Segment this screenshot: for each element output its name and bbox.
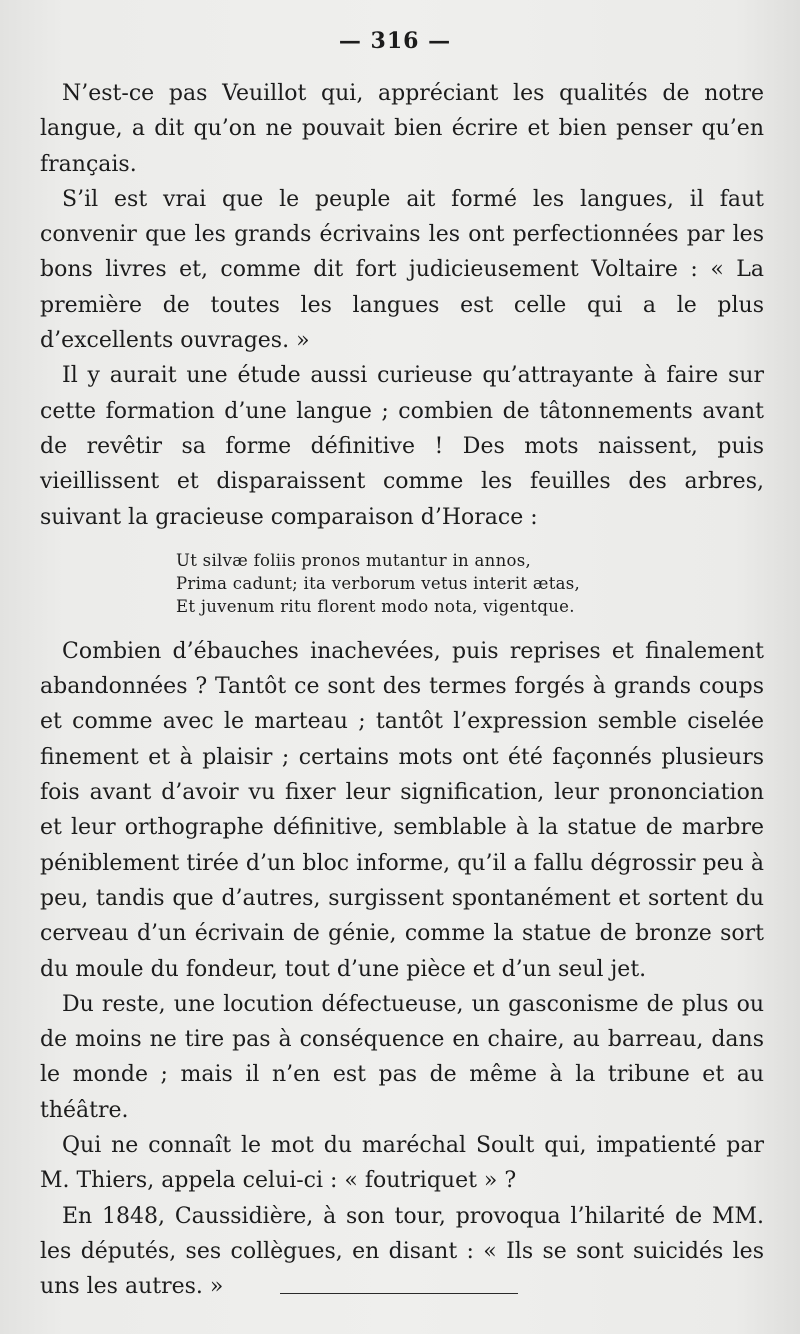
paragraph-veuillot: N’est-ce pas Veuillot qui, appréciant les qualités de notre langue, a dit qu’on ne pouvait bien écrire et bien penser qu’en français.	[40, 81, 764, 177]
verse-line: Ut silvæ foliis pronos mutantur in annos,	[176, 550, 532, 570]
body-text	[40, 76, 764, 1305]
paragraph-gasconisme: Du reste, une locution défectueuse, un gasconisme de plus ou de moins ne tire pas à conséquence en chaire, au barreau, dans le monde ; mais il n’en est pas de même à la tribune et au théâtre.	[40, 991, 764, 1123]
verse-line: Et juvenum ritu florent modo nota, vigentque.	[176, 596, 575, 616]
horace-verse-quote	[176, 549, 764, 618]
page-number: — 316 —	[338, 28, 452, 54]
paragraph-voltaire: S’il est vrai que le peuple ait formé les langues, il faut convenir que les grands écrivains les ont perfectionnées par les bons livres et, comme dit fort judicieusement Voltaire : « La première de toutes les langues est celle qui a le plus d’excellents ouvrages. »	[40, 186, 764, 354]
paragraph-caussidiere: En 1848, Caussidière, à son tour, provoqua l’hilarité de MM. les députés, ses collègues, en disant : « Ils se sont suicidés les uns les autres. »	[40, 1203, 764, 1300]
verse-line: Prima cadunt; ita verborum vetus interit ætas,	[176, 573, 581, 593]
paragraph-ebauches: Combien d’ébauches inachevées, puis reprises et finalement abandonnées ? Tantôt ce sont des termes forgés à grands coups et comme avec le marteau ; tantôt l’expression semble ciselée finement et à plaisir ; certains mots ont été façonnés plusieurs fois avant d’avoir vu fixer leur signification, leur prononciation et leur orthographe définitive, semblable à la statue de marbre péniblement tirée d’un bloc informe, qu’il a fallu dégrossir peu à peu, tandis que d’autres, surgissent spontanément et sortent du cerveau d’un écrivain de génie, comme la statue de bronze sort du moule du fondeur, tout d’une pièce et d’un seul jet.	[40, 638, 764, 982]
paragraph-soult: Qui ne connaît le mot du maréchal Soult qui, impatienté par M. Thiers, appela celui-ci : « foutriquet » ?	[40, 1133, 764, 1194]
paragraph-horace-intro: Il y aurait une étude aussi curieuse qu’attrayante à faire sur cette formation d’une langue ; combien de tâtonnements avant de revêtir sa forme définitive ! Des mots naissent, puis vieillissent et disparaissent comme les feuilles des arbres, suivant la gracieuse comparaison d’Horace :	[40, 363, 764, 530]
closing-rule	[280, 1293, 518, 1294]
